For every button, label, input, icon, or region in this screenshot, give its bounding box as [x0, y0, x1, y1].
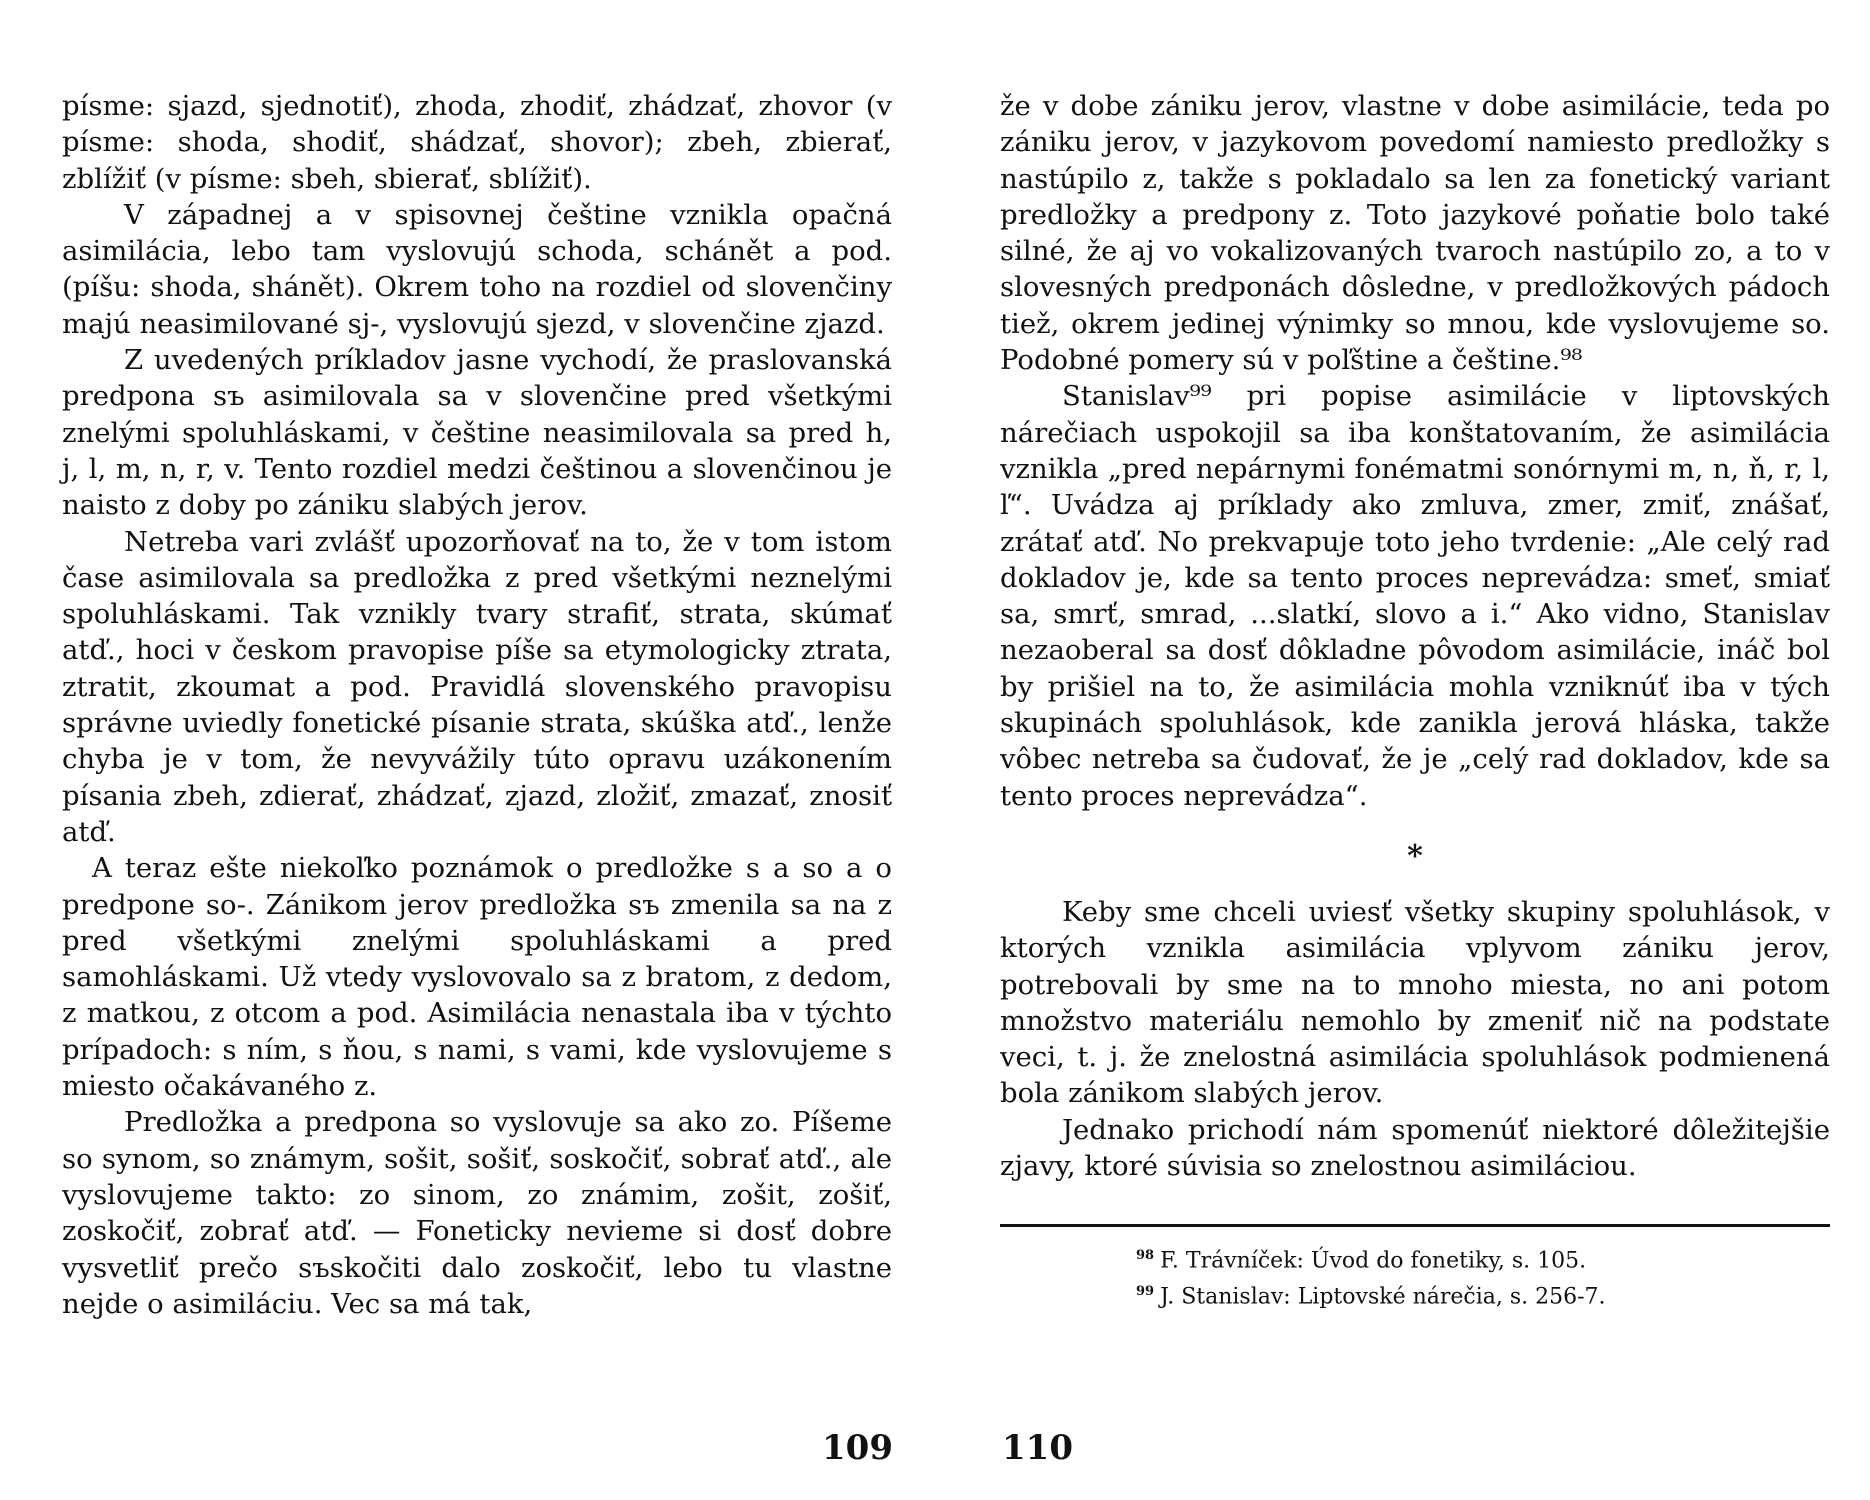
section-separator: * — [1407, 838, 1423, 874]
left-paragraph-6: Predložka a predpona so vyslovuje sa ako zo. Píšeme so synom, so známym, sošit, sošiť, soskočiť, sobrať atď., ale vyslovujeme takto: zo sinom, zo známim, zošit, zošiť, zoskočiť, zobrať atď. — Foneticky nevieme si dosť dobre vysvetliť prečo sъskočiti dalo zoskočiť, lebo tu vlastne nejde o asimiláciu. Vec sa má tak, — [62, 1106, 892, 1320]
right-page — [1000, 88, 1830, 1312]
left-paragraph-4: Netreba vari zvlášť upozorňovať na to, že v tom istom čase asimilovala sa predložka z pred všetkými neznelými spoluhláskami. Tak vznikly tvary strafiť, strata, skúmať atď., hoci v českom pravopise píše sa etymologicky ztrata, ztratit, zkoumat a pod. Pravidlá slovenského pravopisu správne uviedly fonetické písanie strata, skúška atď., lenže chyba je v tom, že nevyvážily túto opravu uzákonením písania zbeh, zdierať, zhádzať, zjazd, zložiť, zmazať, znosiť atď. — [62, 525, 892, 848]
footnote-98 — [1000, 1241, 1830, 1276]
left-paragraph-2: V západnej a v spisovnej češtine vznikla opačná asimilácia, lebo tam vyslovujú schoda, schánět a pod. (píšu: shoda, shánět). Okrem toho na rozdiel od slovenčiny majú neasimilované sj-, vyslovujú sjezd, v slovenčine zjazd. — [62, 198, 892, 340]
footnote-99 — [1000, 1277, 1830, 1312]
left-paragraph-1: písme: sjazd, sjednotiť), zhoda, zhodiť, zhádzať, zhovor (v písme: shoda, shodiť, shádzať, shovor); zbeh, zbierať, zblížiť (v písme: sbeh, sbierať, sblížiť). — [62, 90, 892, 195]
left-paragraph-5: A teraz ešte niekoľko poznámok o predložke s a so a o predpone so-. Zánikom jerov predložka sъ zmenila sa na z pred všetkými znelými spoluhláskami a pred samohláskami. Už vtedy vyslovovalo sa z bratom, z dedom, z matkou, z otcom a pod. Asimilácia nenastala iba v týchto prípadoch: s ním, s ňou, s nami, s vami, kde vyslovujeme s miesto očakávaného z. — [62, 852, 892, 1103]
right-paragraph-3: Keby sme chceli uviesť všetky skupiny spoluhlások, v ktorých vznikla asimilácia vplyvom zániku jerov, potrebovali by sme na to mnoho miesta, no ani potom množstvo materiálu nemohlo by zmeniť nič na podstate veci, t. j. že znelostná asimilácia spoluhlások podmienená bola zánikom slabých jerov. — [1000, 895, 1830, 1110]
right-paragraph-4: Jednako prichodí nám spomenúť niektoré dôležitejšie zjavy, ktoré súvisia so znelostnou asimiláciou. — [1000, 1113, 1830, 1183]
footnote-98-text: F. Trávníček: Úvod do fonetiky, s. 105. — [1160, 1248, 1587, 1274]
footnote-98-mark: 98 — [1136, 1248, 1155, 1264]
right-paragraph-1: že v dobe zániku jerov, vlastne v dobe asimilácie, teda po zániku jerov, v jazykovom povedomí namiesto predložky s nastúpilo z, takže s pokladalo sa len za fonetický variant predložky a predpony z. Toto jazykové poňatie bolo také silné, že aj vo vokalizovaných tvaroch nastúpilo zo, a to v slovesných predponách dôsledne, v predložkových pádoch tiež, okrem jedinej výnimky so mnou, kde vyslovujeme so. Podobné pomery sú v poľštine a češtine.⁹⁸ — [1000, 90, 1830, 377]
left-paragraph-3: Z uvedených príkladov jasne vychodí, že praslovanská predpona sъ asimilovala sa v slovenčine pred všetkými znelými spoluhláskami, v češtine neasimilovala sa pred h, j, l, m, n, r, v. Tento rozdiel medzi češtinou a slovenčinou je naisto z doby po zániku slabých jerov. — [62, 344, 892, 522]
right-paragraph-2: Stanislav⁹⁹ pri popise asimilácie v liptovských nárečiach uspokojil sa iba konštatovaním, že asimilácia vznikla „pred nepárnymi fonématmi sonórnymi m, n, ň, r, l, ľ“. Uvádza aj príklady ako zmluva, zmer, zmiť, znášať, zrátať atď. No prekvapuje toto jeho tvrdenie: „Ale celý rad dokladov je, kde sa tento proces neprevádza: smeť, smiať sa, smrť, smrad, ...slatkí, slovo a i.“ Ako vidno, Stanislav nezaoberal sa dosť dôkladne pôvodom asimilácie, ináč bol by prišiel na to, že asimilácia mohla vzniknúť iba v tých skupinách spoluhlások, kde zanikla jerová hláska, takže vôbec netreba sa čudovať, že je „celý rad dokladov, kde sa tento proces neprevádza“. — [1000, 380, 1830, 812]
footnote-rule — [1000, 1224, 1830, 1227]
right-page-number: 110 — [1002, 1428, 1073, 1468]
footnote-99-mark: 99 — [1136, 1283, 1155, 1299]
left-page — [62, 88, 892, 1322]
footnote-99-text: J. Stanislav: Liptovské nárečia, s. 256-7. — [1160, 1283, 1606, 1309]
left-page-number: 109 — [822, 1428, 893, 1468]
